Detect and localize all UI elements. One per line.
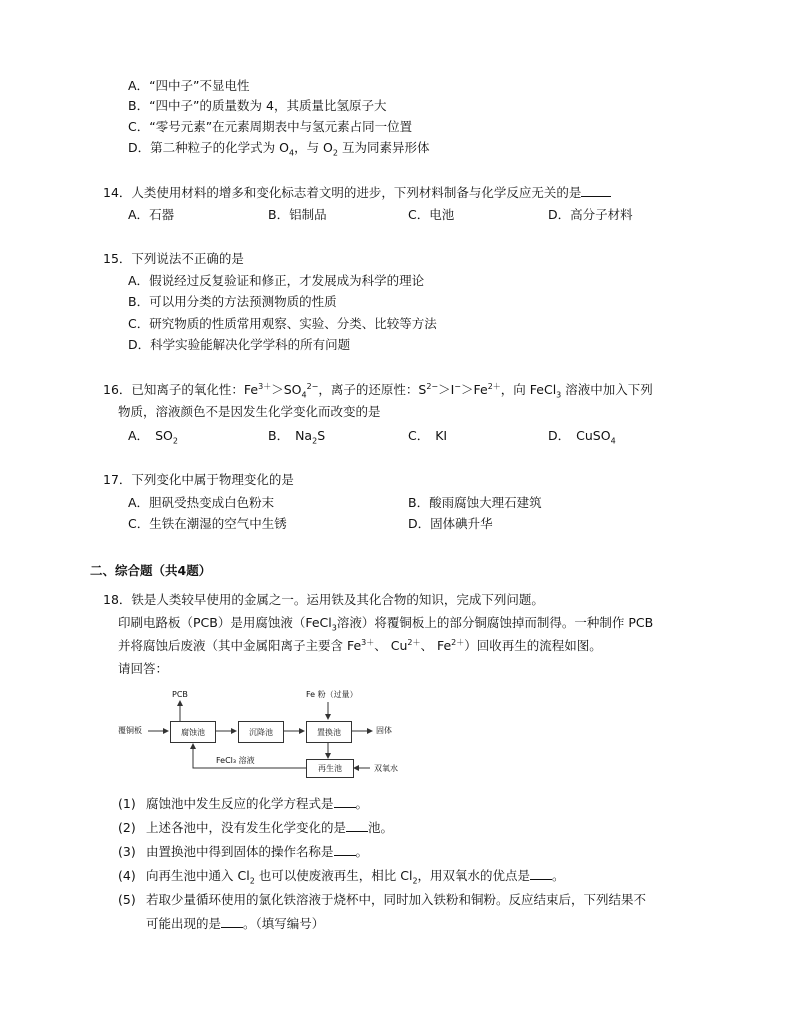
section-title: 二、综合题（共4题） [90, 563, 212, 578]
q16-option-b: B． $Na_2S$ [268, 428, 326, 446]
q16-option-d: D． CuSO$_4$ [548, 428, 616, 446]
flow-settling-tank: 沉降池 [238, 721, 284, 743]
q17-stem: 17．下列变化中属于物理变化的是 [103, 472, 294, 487]
q16-option-c: C． KI [408, 428, 448, 443]
q18-para-line1: 印刷电路板（PCB）是用腐蚀液（FeCl$_3$溶液）将覆铜板上的部分铜腐蚀掉而制得。一种制作 PCB [118, 615, 654, 633]
q16-stem-line1: 16．已知离子的氧化性：$Fe^{3+}>SO_4^{2-}$，离子的还原性：$S^{2-}>I^->Fe^{2+}$，向 FeCl$_3$ 溶液中加入下列 [103, 381, 653, 400]
subq-4: (4) 向再生池中通入 $Cl_2$ 也可以使废液再生，相比 $Cl_2$，用双氧水的优点是 。 [118, 868, 565, 886]
q14-option-b: B．铝制品 [268, 207, 327, 222]
process-flow-diagram [118, 688, 438, 778]
q18-para-line2: 并将腐蚀后废液（其中金属阳离子主要含 $Fe^{3+}$、 $Cu^{2+}$、 $Fe^{2+}$）回收再生的流程如图。 [118, 637, 602, 653]
flow-replacement-tank: 置换池 [306, 721, 352, 743]
q13-option-c: C．“零号元素”在元素周期表中与氢元素占同一位置 [128, 119, 413, 134]
flow-fecl3-label: FeCl₃ 溶液 [216, 756, 255, 765]
q15-option-d: D．科学实验能解决化学学科的所有问题 [128, 337, 351, 352]
q14-stem: 14．人类使用材料的增多和变化标志着文明的进步，下列材料制备与化学反应无关的是 [103, 185, 611, 200]
q17-option-a: A．胆矾受热变成白色粉末 [128, 495, 275, 510]
q14-option-c: C．电池 [408, 207, 455, 222]
q15-stem: 15．下列说法不正确的是 [103, 251, 244, 266]
q17-option-b: B．酸雨腐蚀大理石建筑 [408, 495, 542, 510]
q14-option-d: D．高分子材料 [548, 207, 633, 222]
flow-solid-label: 固体 [376, 726, 392, 735]
q15-option-c: C．研究物质的性质常用观察、实验、分类、比较等方法 [128, 316, 437, 331]
flow-h2o2-label: 双氧水 [374, 764, 398, 773]
q15-option-a: A．假说经过反复验证和修正，才发展成为科学的理论 [128, 273, 425, 288]
q17-option-d: D．固体碘升华 [408, 516, 493, 531]
q16-option-a: A． $SO_2$ [128, 428, 178, 446]
flow-input-label: 覆铜板 [118, 726, 142, 735]
q16-stem-line2: 物质，溶液颜色不是因发生化学变化而改变的是 [118, 404, 381, 419]
subq-3: (3) 由置换池中得到固体的操作名称是 。 [118, 844, 369, 859]
subq-2: (2) 上述各池中，没有发生化学变化的是 池。 [118, 820, 394, 835]
flow-corrosion-tank: 腐蚀池 [170, 721, 216, 743]
subq-5-line2: 可能出现的是 。（填写编号） [146, 916, 325, 931]
q13-option-a: A．“四中子”不显电性 [128, 78, 250, 93]
subq-1: (1) 腐蚀池中发生反应的化学方程式是 。 [118, 796, 369, 811]
q18-stem: 18．铁是人类较早使用的金属之一。运用铁及其化合物的知识，完成下列问题。 [103, 592, 544, 607]
flow-fe-powder-label: Fe 粉（过量） [306, 690, 358, 699]
q15-option-b: B．可以用分类的方法预测物质的性质 [128, 294, 337, 309]
q18-ask: 请回答： [118, 661, 169, 676]
subq-5-line1: (5) 若取少量循环使用的氯化铁溶液于烧杯中，同时加入铁粉和铜粉。反应结束后，下列结果不 [118, 892, 647, 907]
q14-option-a: A．石器 [128, 207, 175, 222]
flow-regen-tank: 再生池 [306, 759, 354, 778]
flow-pcb-label: PCB [172, 690, 188, 699]
q13-option-d: D．第二种粒子的化学式为 $O_4$，与 $O_2$ 互为同素异形体 [128, 140, 430, 158]
q17-option-c: C．生铁在潮湿的空气中生锈 [128, 516, 287, 531]
q13-option-b: B．“四中子”的质量数为 4，其质量比氢原子大 [128, 98, 387, 113]
